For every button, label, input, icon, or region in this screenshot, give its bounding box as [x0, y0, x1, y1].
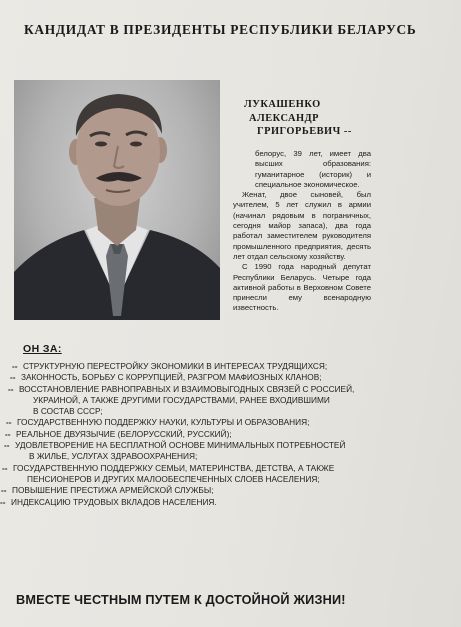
portrait-illustration: [14, 80, 220, 320]
program-point: [0, 417, 440, 428]
program-point-text: В СОСТАВ СССР;: [33, 406, 103, 417]
candidate-biography: [233, 149, 371, 314]
program-point-text: ГОСУДАРСТВЕННУЮ ПОДДЕРЖКУ СЕМЬИ, МАТЕРИНСТВА, ДЕТСТВА, А ТАКЖЕ: [13, 462, 335, 473]
program-point-text: ЗАКОННОСТЬ, БОРЬБУ С КОРРУПЦИЕЙ, РАЗГРОМ МАФИОЗНЫХ КЛАНОВ;: [21, 372, 322, 383]
program-point-text: ИНДЕКСАЦИЮ ТРУДОВЫХ ВКЛАДОВ НАСЕЛЕНИЯ.: [11, 496, 217, 507]
program-point-text: ПОВЫШЕНИЕ ПРЕСТИЖА АРМЕЙСКОЙ СЛУЖБЫ;: [12, 485, 214, 496]
program-point: [0, 497, 440, 508]
program-point: [0, 429, 440, 440]
bullet-dash: --: [10, 372, 16, 383]
candidate-name: [244, 98, 352, 139]
candidate-first-name: АЛЕКСАНДР: [249, 112, 320, 124]
footer-slogan: ВМЕСТЕ ЧЕСТНЫМ ПУТЕМ К ДОСТОЙНОЙ ЖИЗНИ!: [16, 593, 346, 607]
bullet-dash: --: [0, 496, 6, 507]
bullet-dash: --: [8, 383, 14, 394]
program-point-text: РЕАЛЬНОЕ ДВУЯЗЫЧИЕ (БЕЛОРУССКИЙ, РУССКИЙ);: [16, 428, 232, 439]
program-heading: ОН ЗА:: [23, 343, 62, 355]
program-point-text: ВОССТАНОВЛЕНИЕ РАВНОПРАВНЫХ И ВЗАИМОВЫГОДНЫХ СВЯЗЕЙ С РОССИЕЙ,: [19, 383, 355, 394]
bullet-dash: --: [1, 485, 7, 496]
program-point-text: ПЕНСИОНЕРОВ И ДРУГИХ МАЛООБЕСПЕЧЕННЫХ СЛОЕВ НАСЕЛЕНИЯ;: [27, 473, 320, 484]
bullet-dash: --: [12, 361, 18, 371]
program-point-text: ГОСУДАРСТВЕННУЮ ПОДДЕРЖКУ НАУКИ, КУЛЬТУРЫ И ОБРАЗОВАНИЯ;: [17, 417, 310, 428]
bullet-dash: --: [5, 428, 11, 439]
bio-paragraph: Женат, двое сыновей, был учителем, 5 лет служил в армии (начинал рядовым в пограничных, сегодня майор запаса), два года работал заместителем руководителя промышленного предприятия, десять лет отдал сельскому хозяйству.: [233, 190, 371, 261]
bullet-dash: --: [4, 440, 10, 451]
program-points-list: [0, 361, 440, 508]
page-title: КАНДИДАТ В ПРЕЗИДЕНТЫ РЕСПУБЛИКИ БЕЛАРУСЬ: [24, 22, 417, 37]
bullet-dash: --: [2, 462, 8, 473]
program-point-text: СТРУКТУРНУЮ ПЕРЕСТРОЙКУ ЭКОНОМИКИ В ИНТЕРЕСАХ ТРУДЯЩИХСЯ;: [23, 361, 328, 371]
bullet-dash: --: [6, 417, 12, 428]
program-point: [0, 440, 440, 463]
bio-paragraph: С 1990 года народный депутат Республики Беларусь. Четыре года активной работы в Верховном Совете принесли ему всенародную известность.: [233, 262, 371, 313]
program-point-text: УДОВЛЕТВОРЕНИЕ НА БЕСПЛАТНОЙ ОСНОВЕ МИНИМАЛЬНЫХ ПОТРЕБНОСТЕЙ: [15, 440, 346, 451]
program-point: [0, 384, 440, 418]
program-point: [0, 485, 440, 496]
program-point-text: УКРАИНОЙ, А ТАКЖЕ ДРУГИМИ ГОСУДАРСТВАМИ, РАНЕЕ ВХОДИВШИМИ: [33, 394, 330, 405]
candidate-surname: ЛУКАШЕНКО: [244, 99, 321, 110]
program-point: [0, 463, 440, 486]
program-point: [0, 361, 440, 372]
bio-paragraph: белорус, 39 лет, имеет два высших образования: гуманитарное (историк) и специальное экономическое.: [255, 149, 371, 189]
program-point-text: В ЖИЛЬЕ, УСЛУГАХ ЗДРАВООХРАНЕНИЯ;: [29, 451, 198, 462]
program-point: [0, 372, 440, 383]
candidate-patronymic: ГРИГОРЬЕВИЧ --: [257, 126, 352, 137]
candidate-portrait-photo: [14, 80, 220, 320]
